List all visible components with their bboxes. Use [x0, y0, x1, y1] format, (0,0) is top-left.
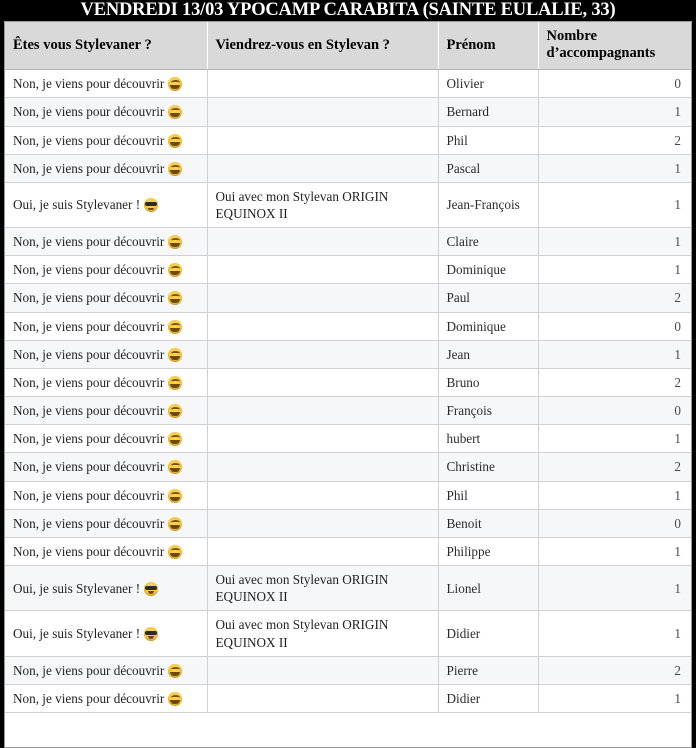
- cell-stylevaner: [5, 509, 207, 537]
- cell-stylevaner: [5, 228, 207, 256]
- cell-stylevaner: [5, 154, 207, 182]
- cell-accompagnants: 0: [538, 312, 691, 340]
- cell-stylevan: [207, 154, 438, 182]
- cell-accompagnants: 1: [538, 537, 691, 565]
- column-header-accompagnants: Nombre d’accompagnants: [538, 22, 691, 70]
- stylevaner-answer-text: Oui, je suis Stylevaner !: [13, 625, 141, 641]
- cell-stylevan: [207, 368, 438, 396]
- stylevaner-answer-text: Non, je viens pour découvrir: [13, 459, 165, 475]
- cell-stylevan: [207, 98, 438, 126]
- grinning-face-icon: [168, 235, 182, 249]
- cell-accompagnants: 2: [538, 656, 691, 684]
- cell-prenom: Phil: [438, 481, 538, 509]
- cell-accompagnants: 1: [538, 611, 691, 656]
- stylevaner-answer-text: Non, je viens pour découvrir: [13, 262, 165, 278]
- table-row: [5, 70, 691, 98]
- grinning-face-icon: [168, 162, 182, 176]
- table-row: [5, 656, 691, 684]
- cell-stylevaner: [5, 182, 207, 227]
- column-header-stylevaner: Êtes vous Stylevaner ?: [5, 22, 207, 70]
- cell-accompagnants: 2: [538, 453, 691, 481]
- cell-accompagnants: 1: [538, 566, 691, 611]
- cell-accompagnants: 2: [538, 126, 691, 154]
- grinning-face-icon: [168, 664, 182, 678]
- cell-stylevaner: [5, 566, 207, 611]
- cell-accompagnants: 1: [538, 425, 691, 453]
- cell-stylevan: [207, 340, 438, 368]
- cell-accompagnants: 2: [538, 368, 691, 396]
- survey-table: [5, 22, 691, 712]
- cell-stylevaner: [5, 537, 207, 565]
- cell-stylevaner: [5, 611, 207, 656]
- table-row: [5, 368, 691, 396]
- cell-stylevaner: [5, 126, 207, 154]
- table-row: [5, 453, 691, 481]
- sunglasses-face-icon: [144, 582, 158, 596]
- cell-prenom: Philippe: [438, 537, 538, 565]
- grinning-face-icon: [168, 489, 182, 503]
- stylevaner-answer-text: Non, je viens pour découvrir: [13, 690, 165, 706]
- cell-prenom: Dominique: [438, 312, 538, 340]
- table-row: [5, 98, 691, 126]
- stylevaner-answer-text: Oui, je suis Stylevaner !: [13, 197, 141, 213]
- column-header-stylevan: Viendrez-vous en Stylevan ?: [207, 22, 438, 70]
- table-row: [5, 509, 691, 537]
- cell-accompagnants: 2: [538, 284, 691, 312]
- survey-table-container: [4, 21, 692, 748]
- cell-prenom: Jean: [438, 340, 538, 368]
- grinning-face-icon: [168, 404, 182, 418]
- stylevaner-answer-text: Non, je viens pour découvrir: [13, 290, 165, 306]
- grinning-face-icon: [168, 432, 182, 446]
- cell-prenom: Didier: [438, 684, 538, 712]
- cell-accompagnants: 0: [538, 397, 691, 425]
- cell-stylevan: [207, 453, 438, 481]
- stylevaner-answer-text: Non, je viens pour découvrir: [13, 132, 165, 148]
- grinning-face-icon: [168, 545, 182, 559]
- stylevaner-answer-text: Non, je viens pour découvrir: [13, 662, 165, 678]
- cell-stylevaner: [5, 397, 207, 425]
- stylevaner-answer-text: Non, je viens pour découvrir: [13, 487, 165, 503]
- table-row: [5, 312, 691, 340]
- cell-prenom: Pierre: [438, 656, 538, 684]
- grinning-face-icon: [168, 105, 182, 119]
- cell-prenom: hubert: [438, 425, 538, 453]
- cell-stylevaner: [5, 656, 207, 684]
- grinning-face-icon: [168, 348, 182, 362]
- grinning-face-icon: [168, 134, 182, 148]
- cell-accompagnants: 1: [538, 228, 691, 256]
- table-row: [5, 537, 691, 565]
- title-bar: [0, 0, 696, 21]
- cell-stylevan: [207, 509, 438, 537]
- cell-prenom: Christine: [438, 453, 538, 481]
- stylevaner-answer-text: Non, je viens pour découvrir: [13, 234, 165, 250]
- stylevaner-answer-text: Non, je viens pour découvrir: [13, 543, 165, 559]
- stylevaner-answer-text: Non, je viens pour découvrir: [13, 104, 165, 120]
- cell-prenom: Olivier: [438, 70, 538, 98]
- stylevaner-answer-text: Non, je viens pour découvrir: [13, 515, 165, 531]
- cell-stylevan: [207, 126, 438, 154]
- table-row: [5, 228, 691, 256]
- cell-accompagnants: 1: [538, 340, 691, 368]
- cell-stylevan: [207, 656, 438, 684]
- table-row: [5, 284, 691, 312]
- cell-prenom: Jean-François: [438, 182, 538, 227]
- table-row: [5, 340, 691, 368]
- stylevaner-answer-text: Non, je viens pour découvrir: [13, 346, 165, 362]
- grinning-face-icon: [168, 517, 182, 531]
- cell-accompagnants: 0: [538, 70, 691, 98]
- cell-prenom: Paul: [438, 284, 538, 312]
- cell-accompagnants: 1: [538, 481, 691, 509]
- grinning-face-icon: [168, 320, 182, 334]
- cell-prenom: Pascal: [438, 154, 538, 182]
- stylevaner-answer-text: Non, je viens pour découvrir: [13, 374, 165, 390]
- table-row: [5, 154, 691, 182]
- cell-stylevan: [207, 425, 438, 453]
- table-row: [5, 256, 691, 284]
- cell-stylevaner: [5, 70, 207, 98]
- cell-stylevan: [207, 397, 438, 425]
- cell-stylevan: [207, 284, 438, 312]
- cell-stylevan: [207, 228, 438, 256]
- column-header-prenom: Prénom: [438, 22, 538, 70]
- stylevaner-answer-text: Non, je viens pour découvrir: [13, 76, 165, 92]
- cell-accompagnants: 1: [538, 684, 691, 712]
- cell-stylevaner: [5, 425, 207, 453]
- cell-stylevaner: [5, 256, 207, 284]
- cell-accompagnants: 0: [538, 509, 691, 537]
- cell-prenom: François: [438, 397, 538, 425]
- table-row: [5, 397, 691, 425]
- grinning-face-icon: [168, 692, 182, 706]
- cell-stylevaner: [5, 284, 207, 312]
- cell-stylevan: [207, 70, 438, 98]
- cell-stylevaner: [5, 481, 207, 509]
- cell-prenom: Lionel: [438, 566, 538, 611]
- table-header-row: [5, 22, 691, 70]
- table-bottom-filler: [5, 712, 691, 747]
- stylevaner-answer-text: Oui, je suis Stylevaner !: [13, 580, 141, 596]
- cell-stylevaner: [5, 340, 207, 368]
- table-row: [5, 126, 691, 154]
- cell-prenom: Benoit: [438, 509, 538, 537]
- sunglasses-face-icon: [144, 198, 158, 212]
- stylevaner-answer-text: Non, je viens pour découvrir: [13, 160, 165, 176]
- table-row: [5, 182, 691, 227]
- cell-stylevaner: [5, 684, 207, 712]
- stylevaner-answer-text: Non, je viens pour découvrir: [13, 403, 165, 419]
- cell-prenom: Claire: [438, 228, 538, 256]
- grinning-face-icon: [168, 376, 182, 390]
- cell-accompagnants: 1: [538, 256, 691, 284]
- cell-prenom: Phil: [438, 126, 538, 154]
- table-row: [5, 481, 691, 509]
- page-title: VENDREDI 13/03 YPOCAMP CARABITA (SAINTE EULALIE, 33): [80, 0, 616, 20]
- cell-prenom: Dominique: [438, 256, 538, 284]
- table-row: [5, 425, 691, 453]
- cell-stylevaner: [5, 98, 207, 126]
- grinning-face-icon: [168, 263, 182, 277]
- cell-prenom: Didier: [438, 611, 538, 656]
- table-row: [5, 684, 691, 712]
- grinning-face-icon: [168, 460, 182, 474]
- cell-accompagnants: 1: [538, 154, 691, 182]
- table-header: [5, 22, 691, 70]
- table-row: [5, 566, 691, 611]
- cell-stylevaner: [5, 368, 207, 396]
- cell-stylevan: [207, 537, 438, 565]
- grinning-face-icon: [168, 291, 182, 305]
- grinning-face-icon: [168, 77, 182, 91]
- cell-prenom: Bernard: [438, 98, 538, 126]
- cell-stylevan: Oui avec mon Stylevan ORIGIN EQUINOX II: [207, 182, 438, 227]
- cell-stylevan: [207, 256, 438, 284]
- cell-accompagnants: 1: [538, 182, 691, 227]
- cell-stylevan: Oui avec mon Stylevan ORIGIN EQUINOX II: [207, 611, 438, 656]
- cell-stylevan: [207, 312, 438, 340]
- cell-stylevan: Oui avec mon Stylevan ORIGIN EQUINOX II: [207, 566, 438, 611]
- cell-prenom: Bruno: [438, 368, 538, 396]
- cell-stylevaner: [5, 312, 207, 340]
- cell-stylevaner: [5, 453, 207, 481]
- cell-stylevan: [207, 684, 438, 712]
- table-row: [5, 611, 691, 656]
- cell-stylevan: [207, 481, 438, 509]
- cell-accompagnants: 1: [538, 98, 691, 126]
- table-body: [5, 70, 691, 712]
- sunglasses-face-icon: [144, 627, 158, 641]
- stylevaner-answer-text: Non, je viens pour découvrir: [13, 431, 165, 447]
- stylevaner-answer-text: Non, je viens pour découvrir: [13, 318, 165, 334]
